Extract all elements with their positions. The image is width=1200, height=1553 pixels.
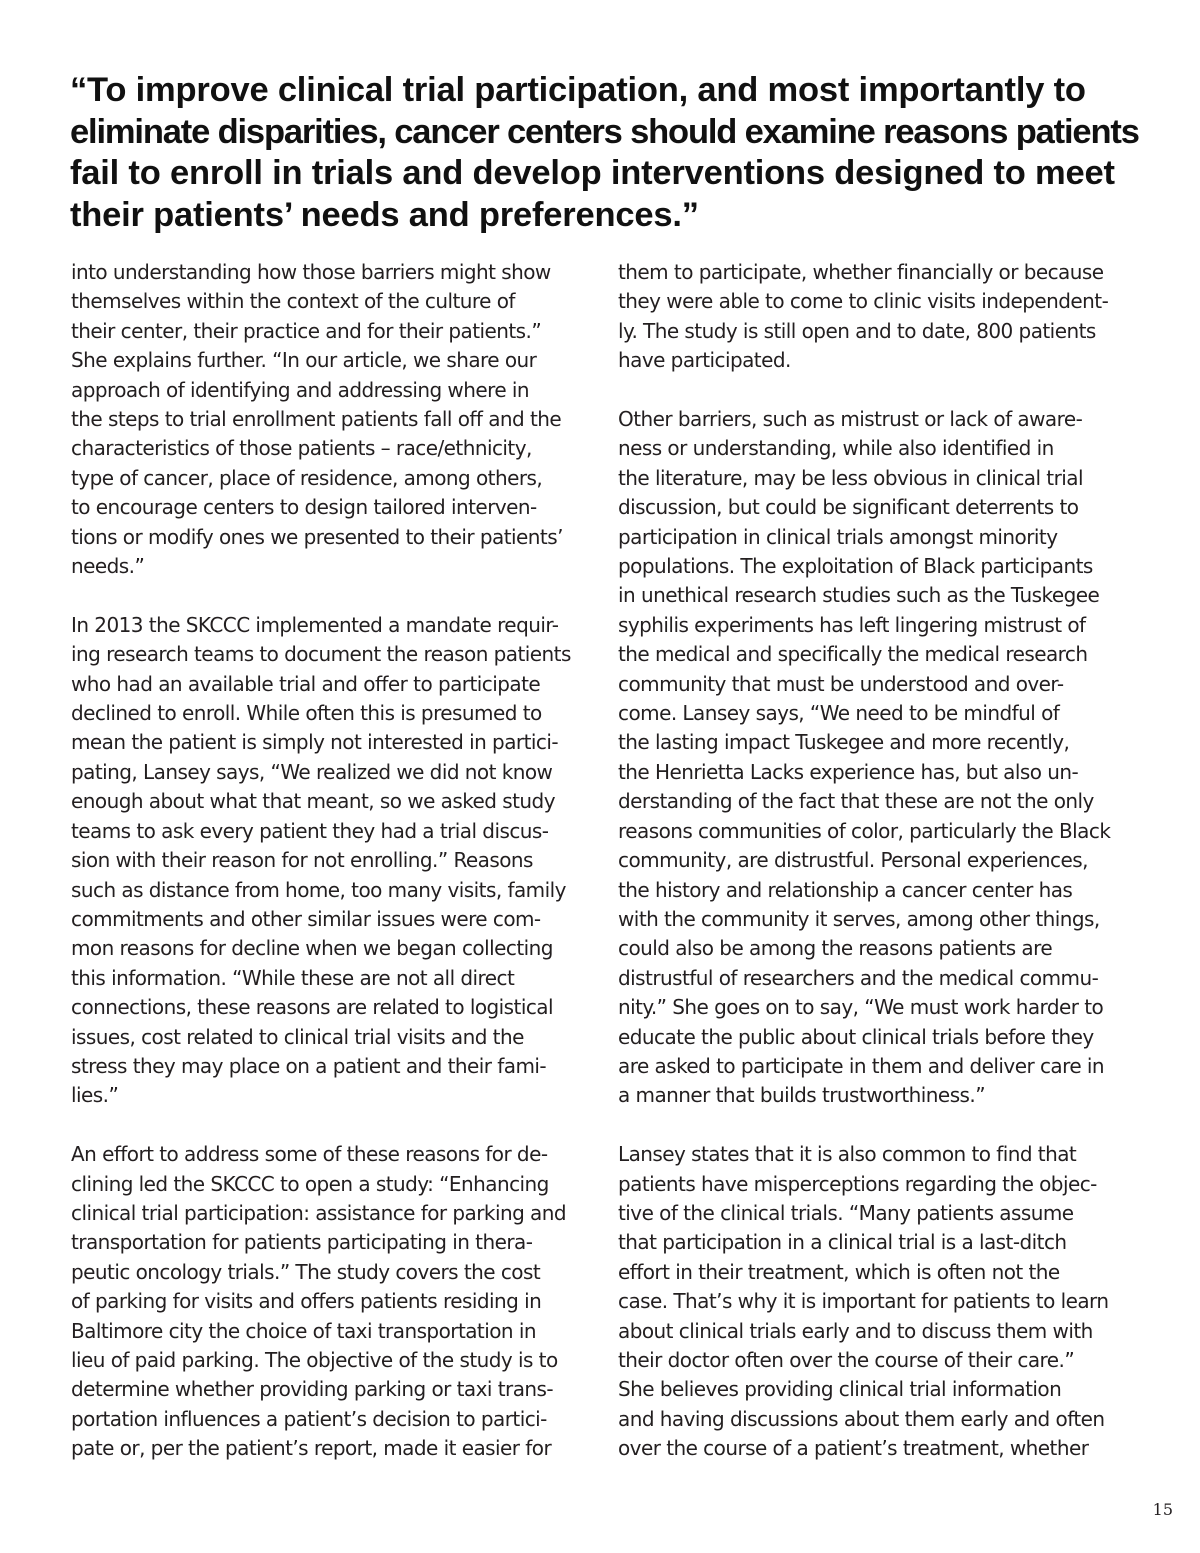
text-line: She explains further. “In our article, we share our (71, 348, 537, 373)
text-line: needs.” (71, 554, 145, 579)
text-line: into understanding how those barriers might show (71, 260, 551, 284)
text-line: peutic oncology trials.” The study covers the cost (71, 1259, 541, 1284)
text-line: the history and relationship a cancer center has (618, 877, 1073, 902)
text-line: the literature, may be less obvious in clinical trial (618, 465, 1083, 490)
text-line: lies.” (71, 1083, 119, 1108)
paragraph-gap (618, 376, 1138, 405)
text-line: portation influences a patient’s decision to partici- (71, 1406, 547, 1431)
text-line: sion with their reason for not enrolling.” Reasons (71, 848, 533, 873)
text-line: are asked to participate in them and deliver care in (618, 1053, 1105, 1078)
text-line: in unethical research studies such as the Tuskegee (618, 583, 1100, 608)
text-line: tive of the clinical trials. “Many patients assume (618, 1200, 1074, 1225)
text-line: transportation for patients participating in thera- (71, 1230, 533, 1255)
text-line: discussion, but could be significant deterrents to (618, 495, 1079, 520)
text-line: teams to ask every patient they had a trial discus- (71, 818, 549, 843)
text-line: educate the public about clinical trials before they (618, 1024, 1094, 1049)
text-line: Other barriers, such as mistrust or lack of aware- (618, 407, 1083, 432)
text-line: ing research teams to document the reason patients (71, 642, 571, 667)
paragraph-gap (71, 1111, 586, 1140)
text-line: Lansey states that it is also common to find that (618, 1142, 1077, 1167)
text-line: this information. “While these are not all direct (71, 965, 515, 990)
text-line: to encourage centers to design tailored interven- (71, 495, 537, 520)
text-line: ly. The study is still open and to date, 800 patients (618, 318, 1096, 343)
text-line: In 2013 the SKCCC implemented a mandate requir- (71, 612, 559, 637)
text-line: and having discussions about them early and often (618, 1406, 1105, 1431)
text-line: community that must be understood and over- (618, 671, 1064, 696)
text-line: derstanding of the fact that these are not the only (618, 789, 1094, 814)
paragraph-gap (71, 581, 586, 610)
text-line: syphilis experiments has left lingering mistrust of (618, 612, 1086, 637)
text-line: pating, Lansey says, “We realized we did not know (71, 759, 553, 784)
text-line: the lasting impact Tuskegee and more recently, (618, 730, 1070, 755)
text-line: issues, cost related to clinical trial visits and the (71, 1024, 524, 1049)
body-paragraph (71, 611, 586, 1111)
pull-quote-line: “To improve clinical trial participation, and most importantly to (70, 71, 1086, 109)
text-line: the steps to trial enrollment patients fall off and the (71, 407, 562, 432)
text-line: themselves within the context of the culture of (71, 289, 515, 314)
text-line: mean the patient is simply not interested in partici- (71, 730, 559, 755)
text-line: declined to enroll. While often this is presumed to (71, 701, 542, 726)
text-line: who had an available trial and offer to participate (71, 671, 541, 696)
text-line: them to participate, whether financially or because (618, 260, 1104, 284)
text-line: of parking for visits and offers patients residing in (71, 1289, 542, 1314)
text-line: mon reasons for decline when we began collecting (71, 936, 553, 961)
text-line: have participated. (618, 348, 791, 373)
text-line: a manner that builds trustworthiness.” (618, 1083, 986, 1108)
text-line: about clinical trials early and to discuss them with (618, 1318, 1093, 1343)
text-line: characteristics of those patients – race/ethnicity, (71, 436, 532, 461)
text-line: their doctor often over the course of their care.” (618, 1348, 1075, 1372)
text-line: An effort to address some of these reasons for de- (71, 1142, 548, 1167)
paragraph-gap (618, 1111, 1138, 1140)
body-paragraph (618, 405, 1138, 1111)
text-line: their center, their practice and for their patients.” (71, 318, 542, 343)
text-line: lieu of paid parking. The objective of the study is to (71, 1348, 558, 1372)
text-line: tions or modify ones we presented to their patients’ (71, 524, 563, 549)
body-paragraph (71, 258, 586, 581)
text-line: clinical trial participation: assistance for parking and (71, 1200, 567, 1225)
text-line: distrustful of researchers and the medical commu- (618, 965, 1099, 990)
text-line: enough about what that meant, so we asked study (71, 789, 555, 814)
text-line: effort in their treatment, which is often not the (618, 1259, 1060, 1284)
text-line: stress they may place on a patient and their fami- (71, 1053, 547, 1078)
text-line: determine whether providing parking or taxi trans- (71, 1377, 554, 1402)
text-line: over the course of a patient’s treatment, whether (618, 1436, 1089, 1461)
text-line: the Henrietta Lacks experience has, but also un- (618, 759, 1079, 784)
text-line: participation in clinical trials amongst minority (618, 524, 1058, 549)
text-line: ness or understanding, while also identified in (618, 436, 1054, 461)
text-line: connections, these reasons are related to logistical (71, 995, 553, 1020)
text-line: Baltimore city the choice of taxi transportation in (71, 1318, 536, 1343)
pull-quote-line: fail to enroll in trials and develop interventions designed to meet (70, 154, 1115, 192)
text-line: the medical and specifically the medical research (618, 642, 1088, 667)
text-line: case. That’s why it is important for patients to learn (618, 1289, 1109, 1314)
pull-quote (70, 70, 1140, 236)
text-line: approach of identifying and addressing where in (71, 377, 530, 402)
text-line: populations. The exploitation of Black participants (618, 554, 1093, 579)
pull-quote-line: eliminate disparities, cancer centers should examine reasons patients (70, 112, 1139, 151)
text-line: pate or, per the patient’s report, made it easier for (71, 1436, 552, 1461)
body-paragraph (618, 258, 1138, 376)
text-line: could also be among the reasons patients are (618, 936, 1053, 961)
text-line: nity.” She goes on to say, “We must work harder to (618, 995, 1104, 1020)
text-line: come. Lansey says, “We need to be mindful of (618, 701, 1060, 726)
text-line: She believes providing clinical trial information (618, 1377, 1062, 1402)
text-line: reasons communities of color, particularly the Black (618, 818, 1111, 843)
text-line: patients have misperceptions regarding the objec- (618, 1171, 1097, 1196)
body-paragraph (71, 1140, 586, 1463)
text-line: that participation in a clinical trial is a last-ditch (618, 1230, 1067, 1255)
text-line: with the community it serves, among other things, (618, 906, 1100, 931)
text-line: such as distance from home, too many visits, family (71, 877, 566, 902)
text-line: they were able to come to clinic visits independent- (618, 289, 1109, 314)
text-line: community, are distrustful. Personal experiences, (618, 848, 1088, 873)
page-number: 15 (1152, 1500, 1173, 1519)
text-line: clining led the SKCCC to open a study: “Enhancing (71, 1171, 549, 1196)
left-column (71, 258, 586, 1464)
pull-quote-line: their patients’ needs and preferences.” (70, 195, 699, 234)
text-line: type of cancer, place of residence, among others, (71, 465, 543, 490)
body-paragraph (618, 1140, 1138, 1463)
right-column (618, 258, 1138, 1464)
text-line: commitments and other similar issues were com- (71, 906, 541, 931)
